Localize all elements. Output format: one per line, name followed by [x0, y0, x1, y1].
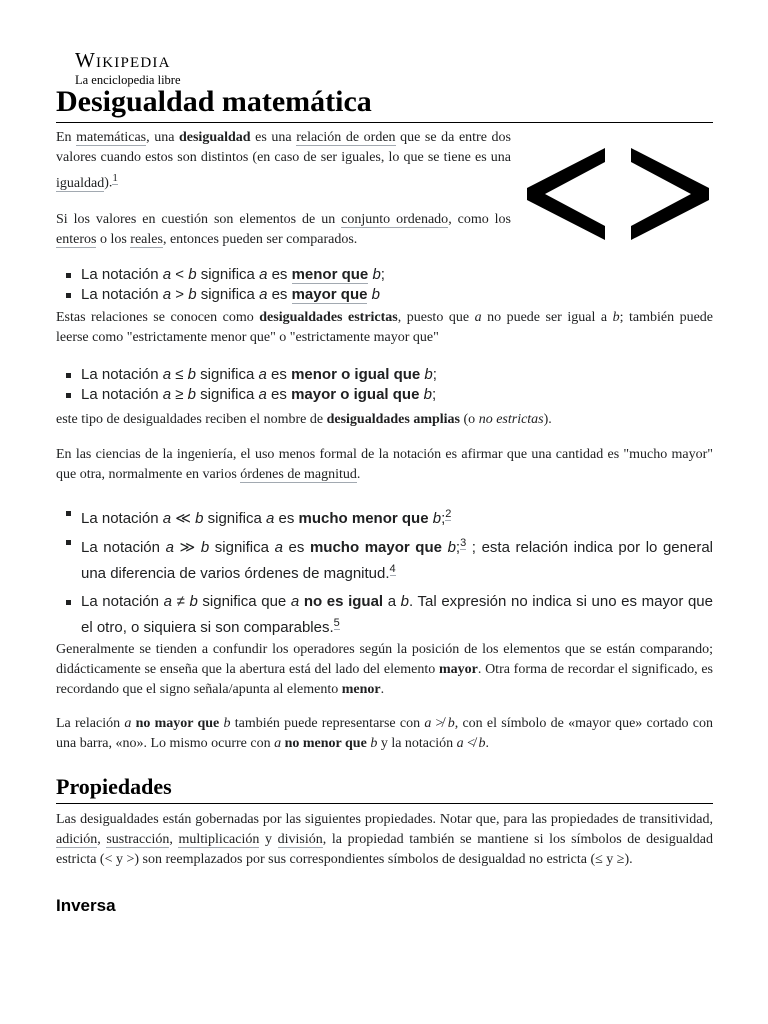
reference-4[interactable]: 4	[389, 562, 396, 575]
reference-1[interactable]: 1	[112, 172, 118, 184]
intro-paragraph-1: En matemáticas, una desigualdad es una relación de orden que se da entre dos valores cuando estos son distintos (en caso de ser iguales, lo que se tiene es una igualdad).$^1$	[56, 130, 511, 191]
less-than-symbol	[527, 148, 605, 240]
reference-3[interactable]: 3	[460, 536, 467, 549]
link-sustraccion[interactable]: sustracción	[106, 831, 170, 847]
link-multiplicacion[interactable]: multiplicación	[178, 831, 260, 847]
wikipedia-tagline: La enciclopedia libre	[75, 73, 181, 87]
page-title: Desigualdad matemática	[56, 84, 713, 123]
list-item: La notación a ≥ b significa a es mayor o igual que b;	[81, 385, 713, 405]
section-heading-propiedades: Propiedades	[56, 773, 713, 804]
magnitude-notation-list	[56, 503, 713, 638]
greater-than-symbol	[631, 148, 709, 240]
link-igualdad[interactable]: igualdad	[56, 175, 105, 191]
non-strict-notation-list	[56, 365, 713, 405]
link-enteros[interactable]: enteros	[56, 231, 97, 247]
intro-paragraph-2: Si los valores en cuestión son elementos de un conjunto ordenado, como los enteros o los reales, entonces pueden ser comparados.	[56, 211, 511, 247]
wikipedia-logo[interactable]	[75, 50, 181, 87]
negation-paragraph: La relación a no mayor que b también puede representarse con a ≯ b, con el símbolo de «mayor que» cortado con una barra, «no». Lo mismo ocurre con a no menor que b y la notación a ≮ b.	[56, 715, 713, 751]
inequality-symbols-image	[523, 146, 713, 246]
link-reales[interactable]: reales	[130, 231, 163, 247]
reference-5[interactable]: 5	[333, 616, 340, 629]
amplias-paragraph: este tipo de desigualdades reciben el nombre de desigualdades amplias (o no estrictas).	[56, 411, 552, 427]
link-conjunto-ordenado[interactable]: conjunto ordenado	[341, 211, 449, 227]
link-adicion[interactable]: adición	[56, 831, 98, 847]
list-item: La notación a < b significa a es menor que b;	[81, 265, 713, 285]
reference-2[interactable]: 2	[445, 507, 452, 520]
list-item: La notación a ≠ b significa que a no es igual a b. Tal expresión no indica si uno es mayor que el otro, o siquiera si son comparables.$^5$	[81, 592, 713, 636]
inequality-symbols-graphic	[523, 146, 713, 246]
wikipedia-wordmark: Wikipedia	[75, 48, 171, 72]
confusion-paragraph: Generalmente se tienden a confundir los operadores según la posición de los elementos que se están comparando; didácticamente se enseña que la abertura está del lado del elemento mayor. Otra forma de recordar el significado, es recordando que el signo señala/apunta al elemento menor.	[56, 641, 713, 697]
propiedades-paragraph: Las desigualdades están gobernadas por las siguientes propiedades. Notar que, para las propiedades de transitividad, adición, sustracción, multiplicación y división, la propiedad también se mantiene si los símbolos de desigualdad estricta (< y >) son reemplazados por sus correspondientes símbolos de desigualdad no estricta (≤ y ≥).	[56, 811, 714, 867]
strict-notation-list	[56, 265, 713, 305]
list-item: La notación a ≪ b significa a es mucho menor que b;$^2$	[81, 503, 713, 529]
list-item: La notación a > b significa a es mayor que b	[81, 285, 713, 305]
list-item: La notación a ≤ b significa a es menor o igual que b;	[81, 365, 713, 385]
link-ordenes-de-magnitud[interactable]: órdenes de magnitud	[240, 466, 357, 482]
article-body	[56, 128, 713, 916]
link-division[interactable]: división	[277, 831, 323, 847]
strict-paragraph: Estas relaciones se conocen como desigualdades estrictas, puesto que a no puede ser igual a b; también puede leerse como "estrictamente menor que" o "estrictamente mayor que"	[56, 309, 714, 345]
engineering-paragraph: En las ciencias de la ingeniería, el uso menos formal de la notación es afirmar que una cantidad es "mucho mayor" que otra, normalmente en varios órdenes de magnitud.	[56, 446, 713, 482]
list-item: La notación a ≫ b significa a es mucho mayor que b;$^3$ ; esta relación indica por lo general una diferencia de varios órdenes de magnitud.$^4$	[81, 532, 713, 584]
link-matematicas[interactable]: matemáticas	[76, 130, 147, 145]
subsection-heading-inversa: Inversa	[56, 895, 116, 915]
link-relacion-de-orden[interactable]: relación de orden	[296, 130, 396, 145]
